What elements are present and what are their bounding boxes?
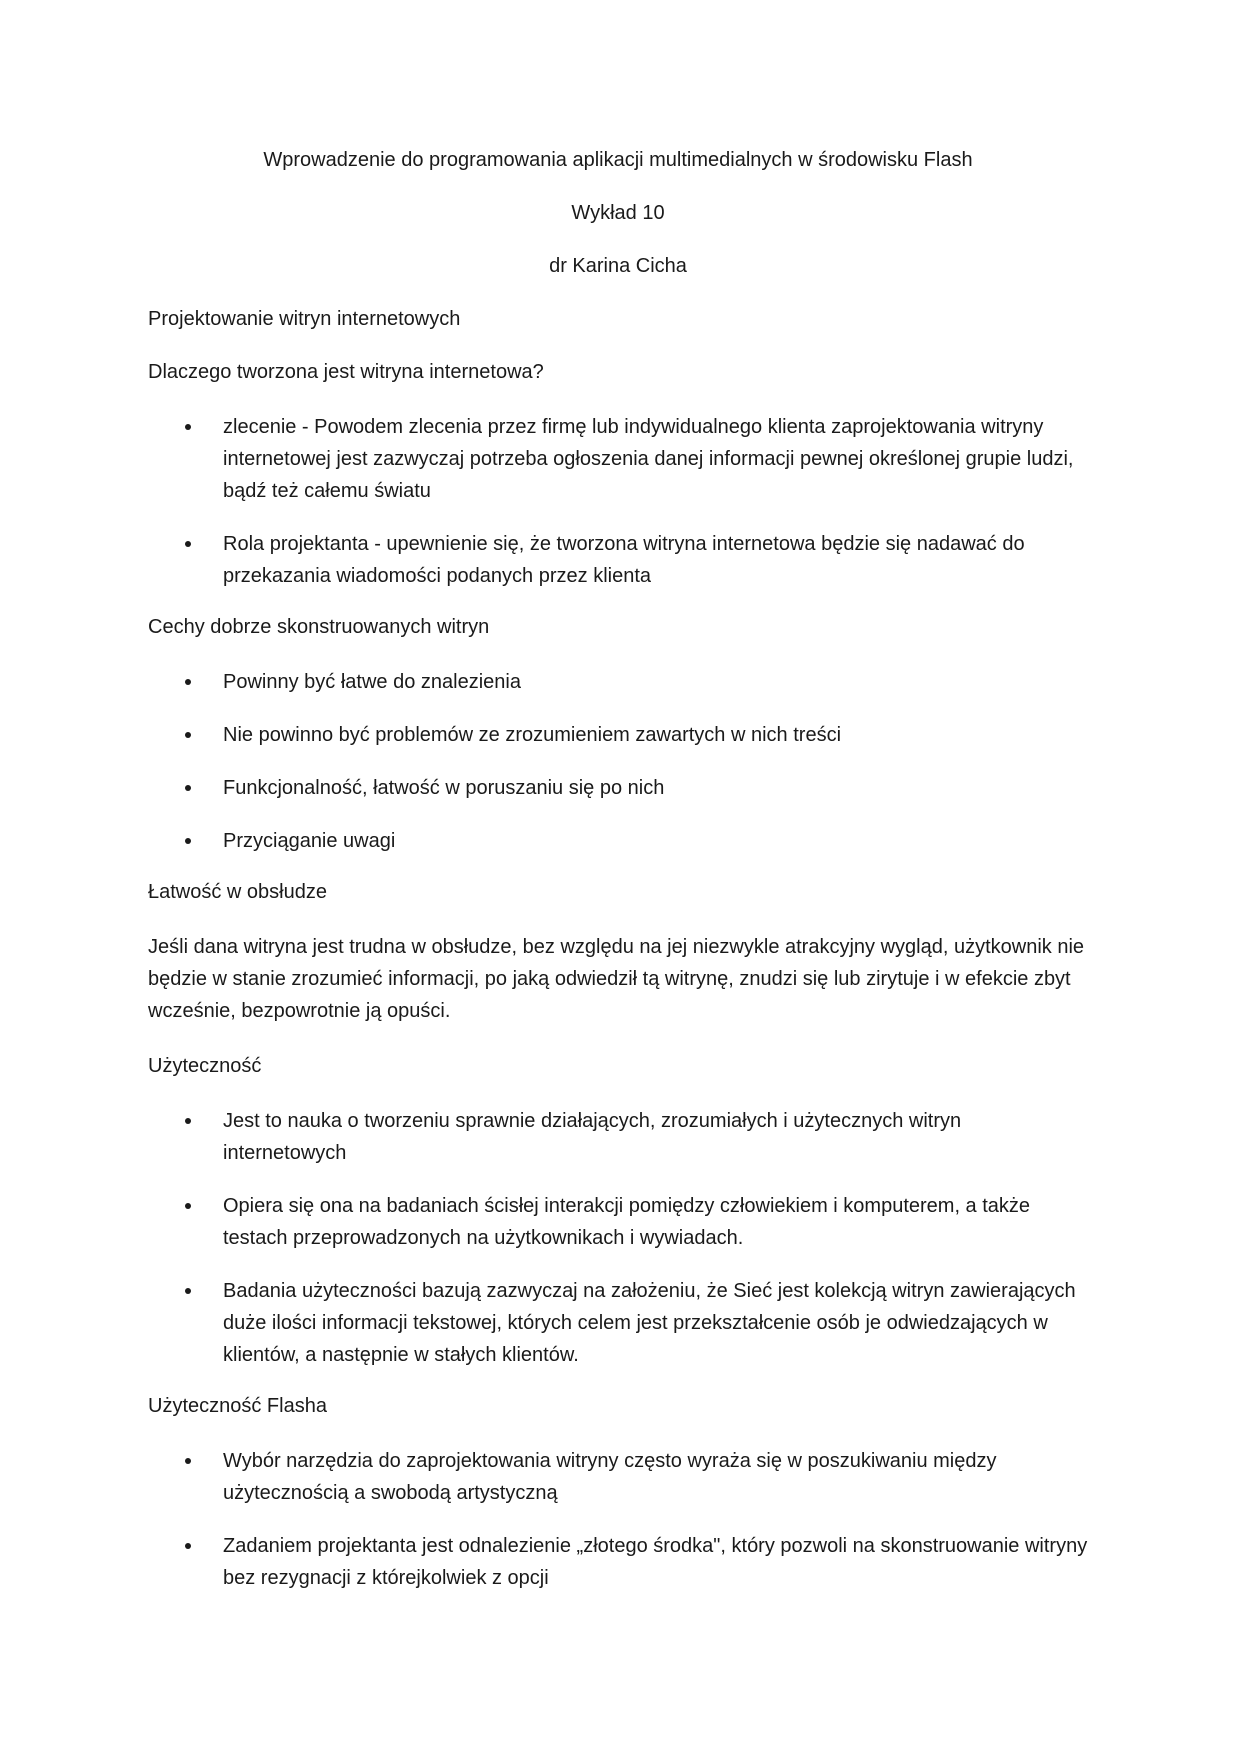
list-item — [148, 1530, 1088, 1594]
bullet-list — [148, 1105, 1088, 1371]
list-item — [148, 528, 1088, 592]
list-item — [148, 719, 1088, 751]
document-title: Wprowadzenie do programowania aplikacji multimedialnych w środowisku Flash — [263, 149, 973, 171]
section-heading: Cechy dobrze skonstruowanych witryn — [148, 616, 490, 638]
bullet-icon — [185, 541, 191, 547]
bullet-list — [148, 1445, 1088, 1594]
list-item — [148, 666, 1088, 698]
section-heading: Łatwość w obsłudze — [148, 881, 327, 903]
author-name: dr Karina Cicha — [549, 255, 687, 277]
bullet-icon — [185, 679, 191, 685]
bullet-icon — [185, 838, 191, 844]
list-item — [148, 825, 1088, 857]
list-item — [148, 1275, 1088, 1371]
list-item-text: Funkcjonalność, łatwość w poruszaniu się po nich — [223, 777, 665, 799]
list-item-text: Opiera się ona na badaniach ścisłej interakcji pomiędzy człowiekiem i komputerem, a także testach przeprowadzonych na użytkownikach i wywiadach. — [223, 1195, 1031, 1249]
bullet-list — [148, 666, 1088, 857]
list-item-text: Jest to nauka o tworzeniu sprawnie działających, zrozumiałych i użytecznych witryn internetowych — [223, 1110, 962, 1164]
list-item-text: Nie powinno być problemów ze zrozumieniem zawartych w nich treści — [223, 724, 842, 746]
list-item — [148, 411, 1088, 507]
list-item-text: zlecenie - Powodem zlecenia przez firmę lub indywidualnego klienta zaprojektowania witryny internetowej jest zazwyczaj potrzeba ogłoszenia danej informacji pewnej określonej grupie ludzi, bądź też całemu światu — [223, 416, 1074, 502]
document-content — [148, 146, 1088, 1615]
list-item-text: Rola projektanta - upewnienie się, że tworzona witryna internetowa będzie się nadawać do przekazania wiadomości podanych przez klienta — [223, 533, 1025, 587]
list-item-text: Powinny być łatwe do znalezienia — [223, 671, 521, 693]
list-item-text: Przyciąganie uwagi — [223, 830, 396, 852]
bullet-icon — [185, 1118, 191, 1124]
bullet-icon — [185, 1203, 191, 1209]
list-item-text: Badania użyteczności bazują zazwyczaj na założeniu, że Sieć jest kolekcją witryn zawierających duże ilości informacji tekstowej, których celem jest przekształcenie osób je odwiedzających w klientów, a następnie w stałych klientów. — [223, 1280, 1076, 1366]
bullet-icon — [185, 1288, 191, 1294]
section-heading: Użyteczność Flasha — [148, 1395, 327, 1417]
list-item — [148, 1445, 1088, 1509]
bullet-icon — [185, 424, 191, 430]
lecture-number: Wykład 10 — [571, 202, 665, 224]
bullet-icon — [185, 785, 191, 791]
section-subheading: Dlaczego tworzona jest witryna internetowa? — [148, 361, 544, 383]
section-heading: Projektowanie witryn internetowych — [148, 308, 461, 330]
section-paragraph: Jeśli dana witryna jest trudna w obsłudze, bez względu na jej niezwykle atrakcyjny wygląd, użytkownik nie będzie w stanie zrozumieć informacji, po jaką odwiedził tą witrynę, znudzi się lub zirytuje i w efekcie zbyt wcześnie, bezpowrotnie ją opuści. — [148, 936, 1085, 1022]
bullet-icon — [185, 1543, 191, 1549]
bullet-list — [148, 411, 1088, 592]
list-item-text: Zadaniem projektanta jest odnalezienie „złotego środka", który pozwoli na skonstruowanie witryny bez rezygnacji z którejkolwiek z opcji — [223, 1535, 1088, 1589]
list-item — [148, 1190, 1088, 1254]
bullet-icon — [185, 732, 191, 738]
section-heading: Użyteczność — [148, 1055, 262, 1077]
list-item — [148, 772, 1088, 804]
bullet-icon — [185, 1458, 191, 1464]
list-item-text: Wybór narzędzia do zaprojektowania witryny często wyraża się w poszukiwaniu między użytecznością a swobodą artystyczną — [223, 1450, 997, 1504]
list-item — [148, 1105, 1088, 1169]
